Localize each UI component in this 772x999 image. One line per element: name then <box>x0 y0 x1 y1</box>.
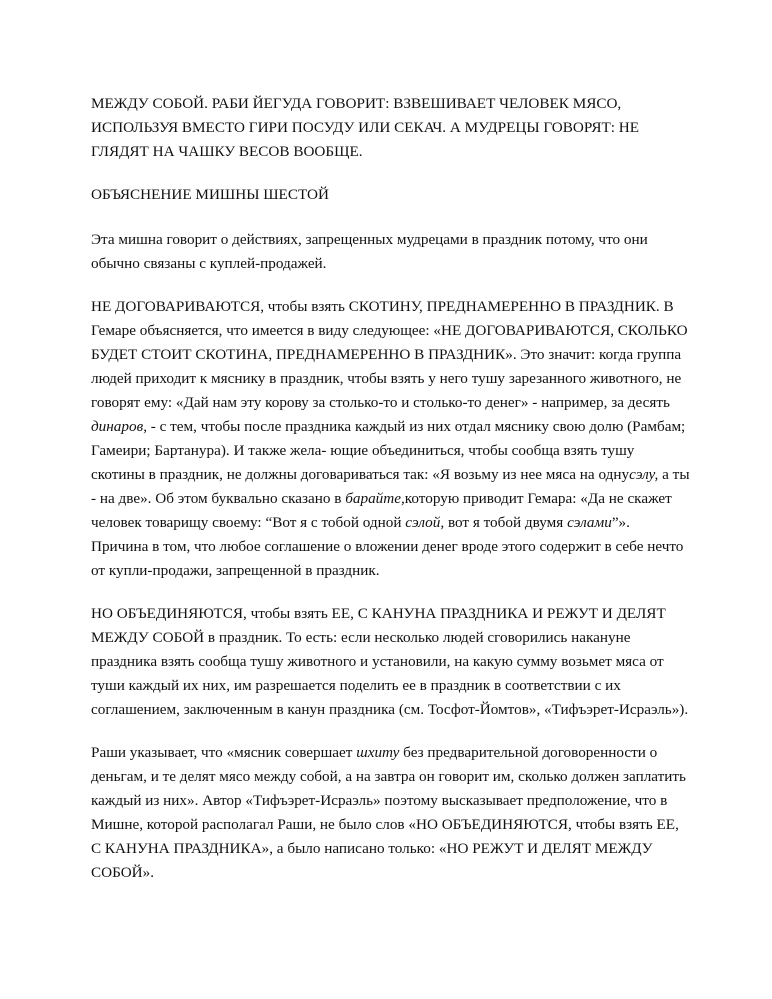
italic-term: сэлами <box>567 514 612 531</box>
paragraph-intro <box>91 228 691 276</box>
text-run: НО ОБЪЕДИНЯЮТСЯ, чтобы взять ЕЕ, С КАНУНА ПРАЗДНИКА И РЕЖУТ И ДЕЛЯТ МЕЖДУ СОБОЙ в праздник. То есть: если несколько людей сговорились накануне праздника взять сообща тушу животного и установили, на какую сумму возьмет мяса от туши каждый их них, им разрешается поделить ее в праздник в соответствии с их соглашением, заключенным в канун праздника (см. Тосфот-Йомтов», «Тифъэрет-Исраэль»). <box>91 605 689 718</box>
text-run: а ты - на две». Об этом буквально сказано в <box>91 466 690 507</box>
italic-term: сэлу, <box>629 466 659 483</box>
paragraph-joining <box>91 602 691 722</box>
paragraph-mishna-end <box>91 92 691 164</box>
italic-term: сэлой, <box>405 514 445 531</box>
text-run: вот я тобой двумя <box>444 514 568 531</box>
text-run: НЕ ДОГОВАРИВАЮТСЯ, чтобы взять СКОТИНУ, ПРЕДНАМЕРЕННО В ПРАЗДНИК. В Гемаре объясняется, что имеется в виду следующее: «НЕ ДОГОВАРИВАЮТСЯ, СКОЛЬКО БУДЕТ СТОИТ СКОТИНА, ПРЕДНАМЕРЕННО В ПРАЗДНИК». Это значит: когда группа людей приходит к мяснику в праздник, чтобы взять у него тушу зарезанного животного, не говорят ему: «Дай нам эту корову за столько-то и столько-то денег» - например, за десять <box>91 298 688 411</box>
text-run: Эта мишна говорит о действиях, запрещенных мудрецами в праздник потому, что они обычно связаны с куплей-продажей. <box>91 231 648 272</box>
paragraph-no-bargaining <box>91 295 691 583</box>
section-heading: ОБЪЯСНЕНИЕ МИШНЫ ШЕСТОЙ <box>91 186 329 203</box>
paragraph-rashi <box>91 741 691 885</box>
document-body <box>91 92 691 904</box>
text-run: без предварительной договоренности о деньгам, и те делят мясо между собой, а на завтра он говорит им, сколько должен заплатить каждый из них». Автор «Тифъэрет-Исраэль» поэтому высказывает предположение, что в Мишне, которой располагал Раши, не было слов «НО ОБЪЕДИНЯЮТСЯ, чтобы взять ЕЕ, С КАНУНА ПРАЗДНИКА», а было написано только: «НО РЕЖУТ И ДЕЛЯТ МЕЖДУ СОБОЙ». <box>91 744 686 881</box>
italic-term: шхиту <box>356 744 400 761</box>
text-run: ”». Причина в том, что любое соглашение о вложении денег вроде этого содержит в себе нечто от купли-продажи, запрещенной в праздник. <box>91 514 684 579</box>
text-run: , - с тем, чтобы после праздника каждый из них отдал мяснику свою долю (Рамбам; Гамеири; Бартанура). И также жела- ющие объединиться, чтобы сообща взять тушу скотины в праздник, не должны договариваться так: «Я возьму из нее мяса на одну <box>91 418 686 483</box>
italic-term: барайте, <box>345 490 405 507</box>
text-run: МЕЖДУ СОБОЙ. РАБИ ЙЕГУДА ГОВОРИТ: ВЗВЕШИВАЕТ ЧЕЛОВЕК МЯСО, ИСПОЛЬЗУЯ ВМЕСТО ГИРИ ПОСУДУ ИЛИ СЕКАЧ. А МУДРЕЦЫ ГОВОРЯТ: НЕ ГЛЯДЯТ НА ЧАШКУ ВЕСОВ ВООБЩЕ. <box>91 95 640 160</box>
text-run: Раши указывает, что «мясник совершает <box>91 744 357 761</box>
text-run: которую приводит Гемара: «Да не скажет человек товарищу своему: “Вот я с тобой одной <box>91 490 672 531</box>
italic-term: динаров <box>91 418 144 435</box>
